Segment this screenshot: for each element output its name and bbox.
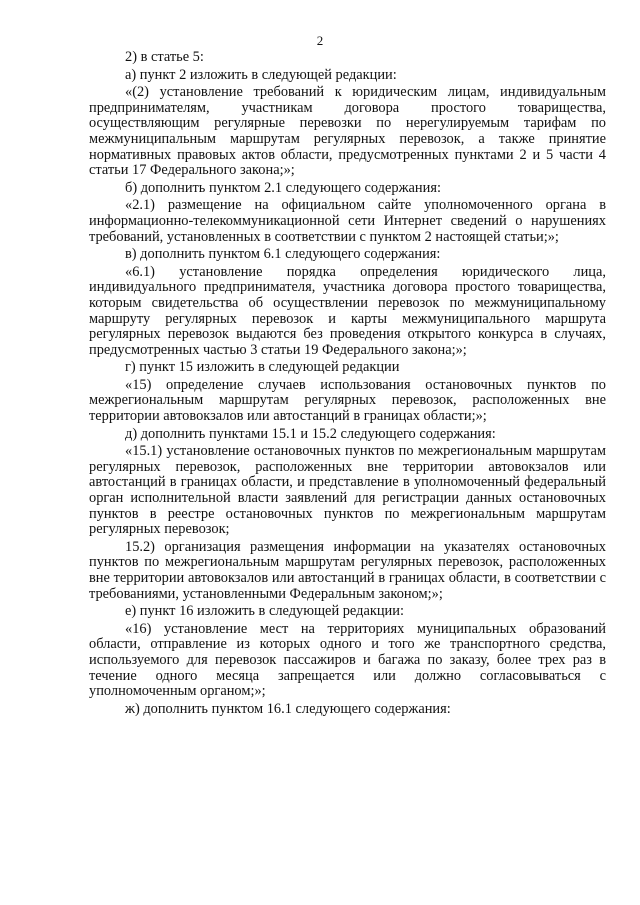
paragraph-item-a: а) пункт 2 изложить в следующей редакции: — [125, 66, 397, 83]
paragraph-item-zh: ж) дополнить пунктом 16.1 следующего содержания: — [125, 700, 451, 717]
paragraph-point-6-1-text: «6.1) установление порядка определения юридического лица, индивидуального предпринимателя, участника договора простого товарищества, которым свидетельства об осуществлении перевозок по межмуниципальному маршруту регулярных перевозок и карты межмуниципального маршрута регулярных перевозок выдаются без проведения открытого конкурса в случаях, предусмотренных частью 3 статьи 19 Федерального закона;»; — [89, 263, 606, 358]
page-number: 2 — [316, 33, 324, 48]
paragraph-point-15-text: «15) определение случаев использования остановочных пунктов по межрегиональным маршрутам регулярных перевозок, расположенных вне территории автовокзалов или автостанций в границах области;»; — [89, 376, 606, 425]
paragraph-item-b: б) дополнить пунктом 2.1 следующего содержания: — [125, 179, 441, 196]
paragraph-article-5-heading: 2) в статье 5: — [125, 49, 204, 65]
paragraph-item-g: г) пункт 15 изложить в следующей редакции — [125, 359, 400, 376]
paragraph-item-e: е) пункт 16 изложить в следующей редакции: — [125, 603, 404, 620]
paragraph-point-2-text: «(2) установление требований к юридическим лицам, индивидуальным предпринимателям, участникам договора простого товарищества, осуществляющим регулярные перевозки по нерегулируемым тарифам по межмуниципальным маршрутам регулярных перевозок, а также принятие нормативных правовых актов области, предусмотренных пунктами 2 и 5 части 4 статьи 17 Федерального закона;»; — [89, 84, 606, 179]
paragraph-point-2-1-text: «2.1) размещение на официальном сайте уполномоченного органа в информационно-телекоммуникационной сети Интернет сведений о нарушениях требований, установленных в соответствии с пунктом 2 настоящей статьи;»; — [89, 197, 606, 245]
paragraph-item-d: д) дополнить пунктами 15.1 и 15.2 следующего содержания: — [125, 425, 496, 442]
paragraph-item-v: в) дополнить пунктом 6.1 следующего содержания: — [125, 246, 441, 263]
paragraph-point-15-2-text: 15.2) организация размещения информации на указателях остановочных пунктов по межрегиональным маршрутам регулярных перевозок, расположенных вне территории автовокзалов или автостанций в границах области, в соответствии с требованиями, установленными Федеральным законом;»; — [89, 538, 606, 602]
document-body — [89, 50, 606, 717]
paragraph-point-15-1-text: «15.1) установление остановочных пунктов по межрегиональным маршрутам регулярных перевозок, расположенных вне территории автовокзалов или автостанций в границах области, и представление в уполномоченный федеральный орган исполнительной власти заявлений для регистрации данных остановочных пунктов в реестре остановочных пунктов по межрегиональным маршрутам регулярных перевозок; — [89, 443, 606, 538]
paragraph-point-16-text: «16) установление мест на территориях муниципальных образований области, отправление из которых одного и того же транспортного средства, используемого для перевозок пассажиров и багажа по заказу, более трех раз в течение одного месяца запрещается или должно согласовываться с уполномоченным органом;»; — [89, 620, 606, 700]
